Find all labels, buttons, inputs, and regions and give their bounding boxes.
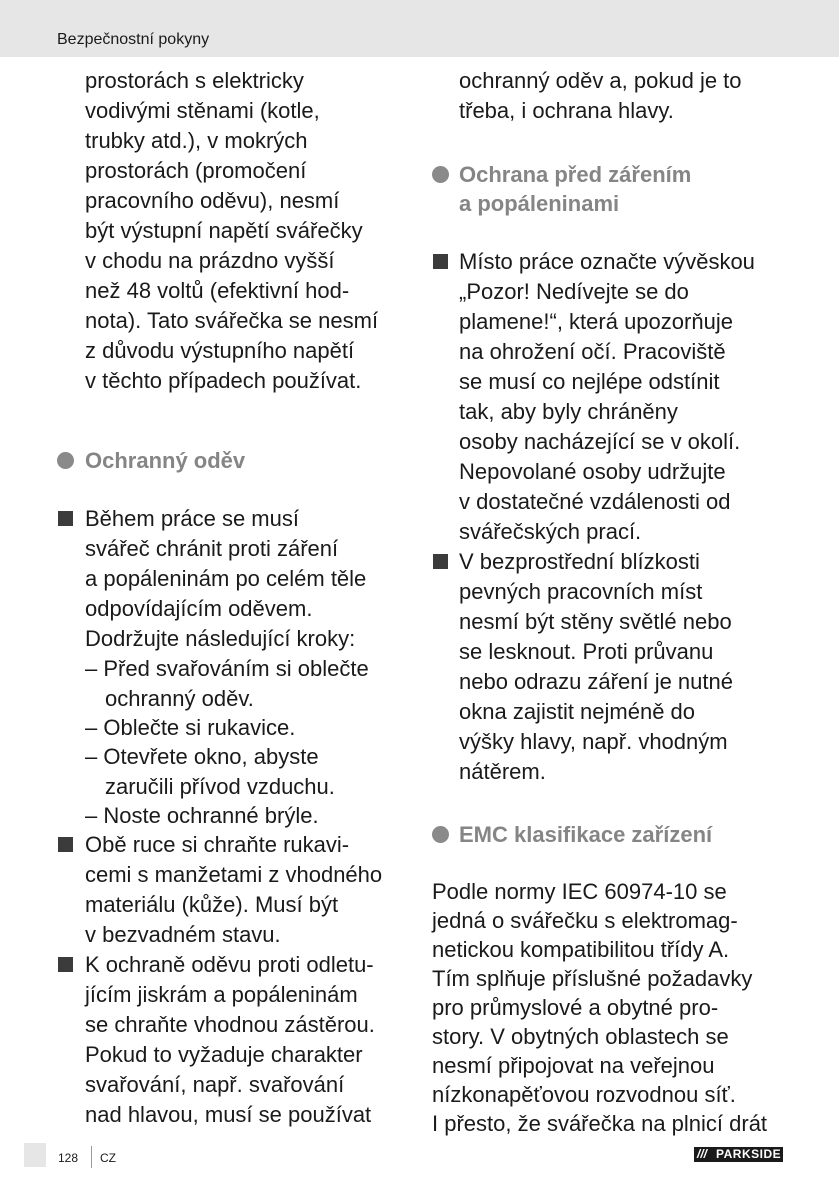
bullet-square-icon bbox=[58, 837, 73, 852]
text-line: v chodu na prázdno vyšší bbox=[85, 248, 335, 273]
paragraph-line: nesmí připojovat na veřejnou bbox=[432, 1053, 715, 1078]
text-line: být výstupní napětí svářečky bbox=[85, 218, 363, 243]
list-item-line: svářečských prací. bbox=[459, 519, 642, 544]
list-item-line: nad hlavou, musí se používat bbox=[85, 1102, 372, 1127]
list-item-line: v bezvadném stavu. bbox=[85, 922, 281, 947]
paragraph-line: pro průmyslové a obytné pro- bbox=[432, 995, 719, 1020]
list-item-line: nesmí být stěny světlé nebo bbox=[459, 609, 732, 634]
list-item-line: se lesknout. Proti průvanu bbox=[459, 639, 714, 664]
dash-item: – Noste ochranné brýle. bbox=[85, 803, 319, 828]
list-item-line: Pokud to vyžaduje charakter bbox=[85, 1042, 363, 1067]
list-item-line: Dodržujte následující kroky: bbox=[85, 626, 356, 651]
list-item-line: Obě ruce si chraňte rukavi- bbox=[85, 832, 350, 857]
text-line: nota). Tato svářečka se nesmí bbox=[85, 308, 379, 333]
list-item-line: V bezprostřední blízkosti bbox=[459, 549, 700, 574]
parkside-logo bbox=[694, 1147, 783, 1162]
text-line: prostorách s elektricky bbox=[85, 68, 304, 93]
list-item-line: na ohrožení očí. Pracoviště bbox=[459, 339, 726, 364]
paragraph-line: Podle normy IEC 60974-10 se bbox=[432, 879, 727, 904]
list-item-line: osoby nacházející se v okolí. bbox=[459, 429, 741, 454]
page-number: 128 bbox=[58, 1151, 79, 1165]
list-item-line: nátěrem. bbox=[459, 759, 546, 784]
bullet-square-icon bbox=[58, 511, 73, 526]
list-item-line: v dostatečné vzdálenosti od bbox=[459, 489, 731, 514]
page-header bbox=[0, 0, 839, 57]
section-heading: Ochrana před zářením bbox=[459, 162, 692, 187]
list-item-line: Během práce se musí bbox=[85, 506, 299, 531]
list-item-line: „Pozor! Nedívejte se do bbox=[459, 279, 689, 304]
list-item-line: se musí co nejlépe odstínit bbox=[459, 369, 720, 394]
paragraph-line: jedná o svářečku s elektromag- bbox=[432, 908, 738, 933]
list-item-line: jícím jiskrám a popáleninám bbox=[85, 982, 358, 1007]
list-item-line: svařování, např. svařování bbox=[85, 1072, 345, 1097]
list-item-line: pevných pracovních míst bbox=[459, 579, 703, 604]
logo-stripes-icon: /// bbox=[697, 1147, 708, 1161]
bullet-square-icon bbox=[433, 554, 448, 569]
list-item-line: tak, aby byly chráněny bbox=[459, 399, 678, 424]
list-item-line: Nepovolané osoby udržujte bbox=[459, 459, 726, 484]
footer-divider bbox=[91, 1146, 92, 1168]
text-line: v těchto případech používat. bbox=[85, 368, 362, 393]
paragraph-line: nízkonapěťovou rozvodnou síť. bbox=[432, 1082, 736, 1107]
paragraph-line: Tím splňuje příslušné požadavky bbox=[432, 966, 753, 991]
text-line: vodivými stěnami (kotle, bbox=[85, 98, 320, 123]
section-heading: Ochranný oděv bbox=[85, 448, 246, 473]
text-line: pracovního oděvu), nesmí bbox=[85, 188, 340, 213]
bullet-square-icon bbox=[433, 254, 448, 269]
bullet-square-icon bbox=[58, 957, 73, 972]
list-item-line: a popáleninám po celém těle bbox=[85, 566, 367, 591]
dash-item: – Otevřete okno, abyste bbox=[85, 744, 319, 769]
dash-item-cont: ochranný oděv. bbox=[105, 686, 254, 711]
list-item-line: svářeč chránit proti záření bbox=[85, 536, 339, 561]
text-line: trubky atd.), v mokrých bbox=[85, 128, 308, 153]
list-item-line: cemi s manžetami z vhodného bbox=[85, 862, 383, 887]
language-code: CZ bbox=[100, 1151, 116, 1165]
paragraph-line: I přesto, že svářečka na plnicí drát bbox=[432, 1111, 768, 1136]
text-line: třeba, i ochrana hlavy. bbox=[459, 98, 674, 123]
list-item-line: materiálu (kůže). Musí být bbox=[85, 892, 339, 917]
list-item-line: výšky hlavy, např. vhodným bbox=[459, 729, 728, 754]
bullet-dot-icon bbox=[432, 826, 449, 843]
list-item-line: se chraňte vhodnou zástěrou. bbox=[85, 1012, 375, 1037]
dash-item: – Oblečte si rukavice. bbox=[85, 715, 296, 740]
text-line: ochranný oděv a, pokud je to bbox=[459, 68, 742, 93]
list-item-line: odpovídajícím oděvem. bbox=[85, 596, 313, 621]
section-title: Bezpečnostní pokyny bbox=[57, 31, 210, 48]
dash-item: – Před svařováním si oblečte bbox=[85, 656, 369, 681]
text-line: než 48 voltů (efektivní hod- bbox=[85, 278, 350, 303]
list-item-line: okna zajistit nejméně do bbox=[459, 699, 696, 724]
text-line: prostorách (promočení bbox=[85, 158, 307, 183]
bullet-dot-icon bbox=[432, 166, 449, 183]
paragraph-line: story. V obytných oblastech se bbox=[432, 1024, 729, 1049]
list-item-line: Místo práce označte vývěskou bbox=[459, 249, 755, 274]
list-item-line: plamene!“, která upozorňuje bbox=[459, 309, 733, 334]
text-line: z důvodu výstupního napětí bbox=[85, 338, 355, 363]
list-item-line: nebo odrazu záření je nutné bbox=[459, 669, 733, 694]
footer-marker bbox=[24, 1143, 46, 1167]
bullet-dot-icon bbox=[57, 452, 74, 469]
logo-text: PARKSIDE bbox=[716, 1147, 782, 1161]
paragraph-line: netickou kompatibilitou třídy A. bbox=[432, 937, 730, 962]
section-heading: a popáleninami bbox=[459, 191, 620, 216]
section-heading: EMC klasifikace zařízení bbox=[459, 822, 713, 847]
list-item-line: K ochraně oděvu proti odletu- bbox=[85, 952, 374, 977]
dash-item-cont: zaručili přívod vzduchu. bbox=[105, 774, 335, 799]
